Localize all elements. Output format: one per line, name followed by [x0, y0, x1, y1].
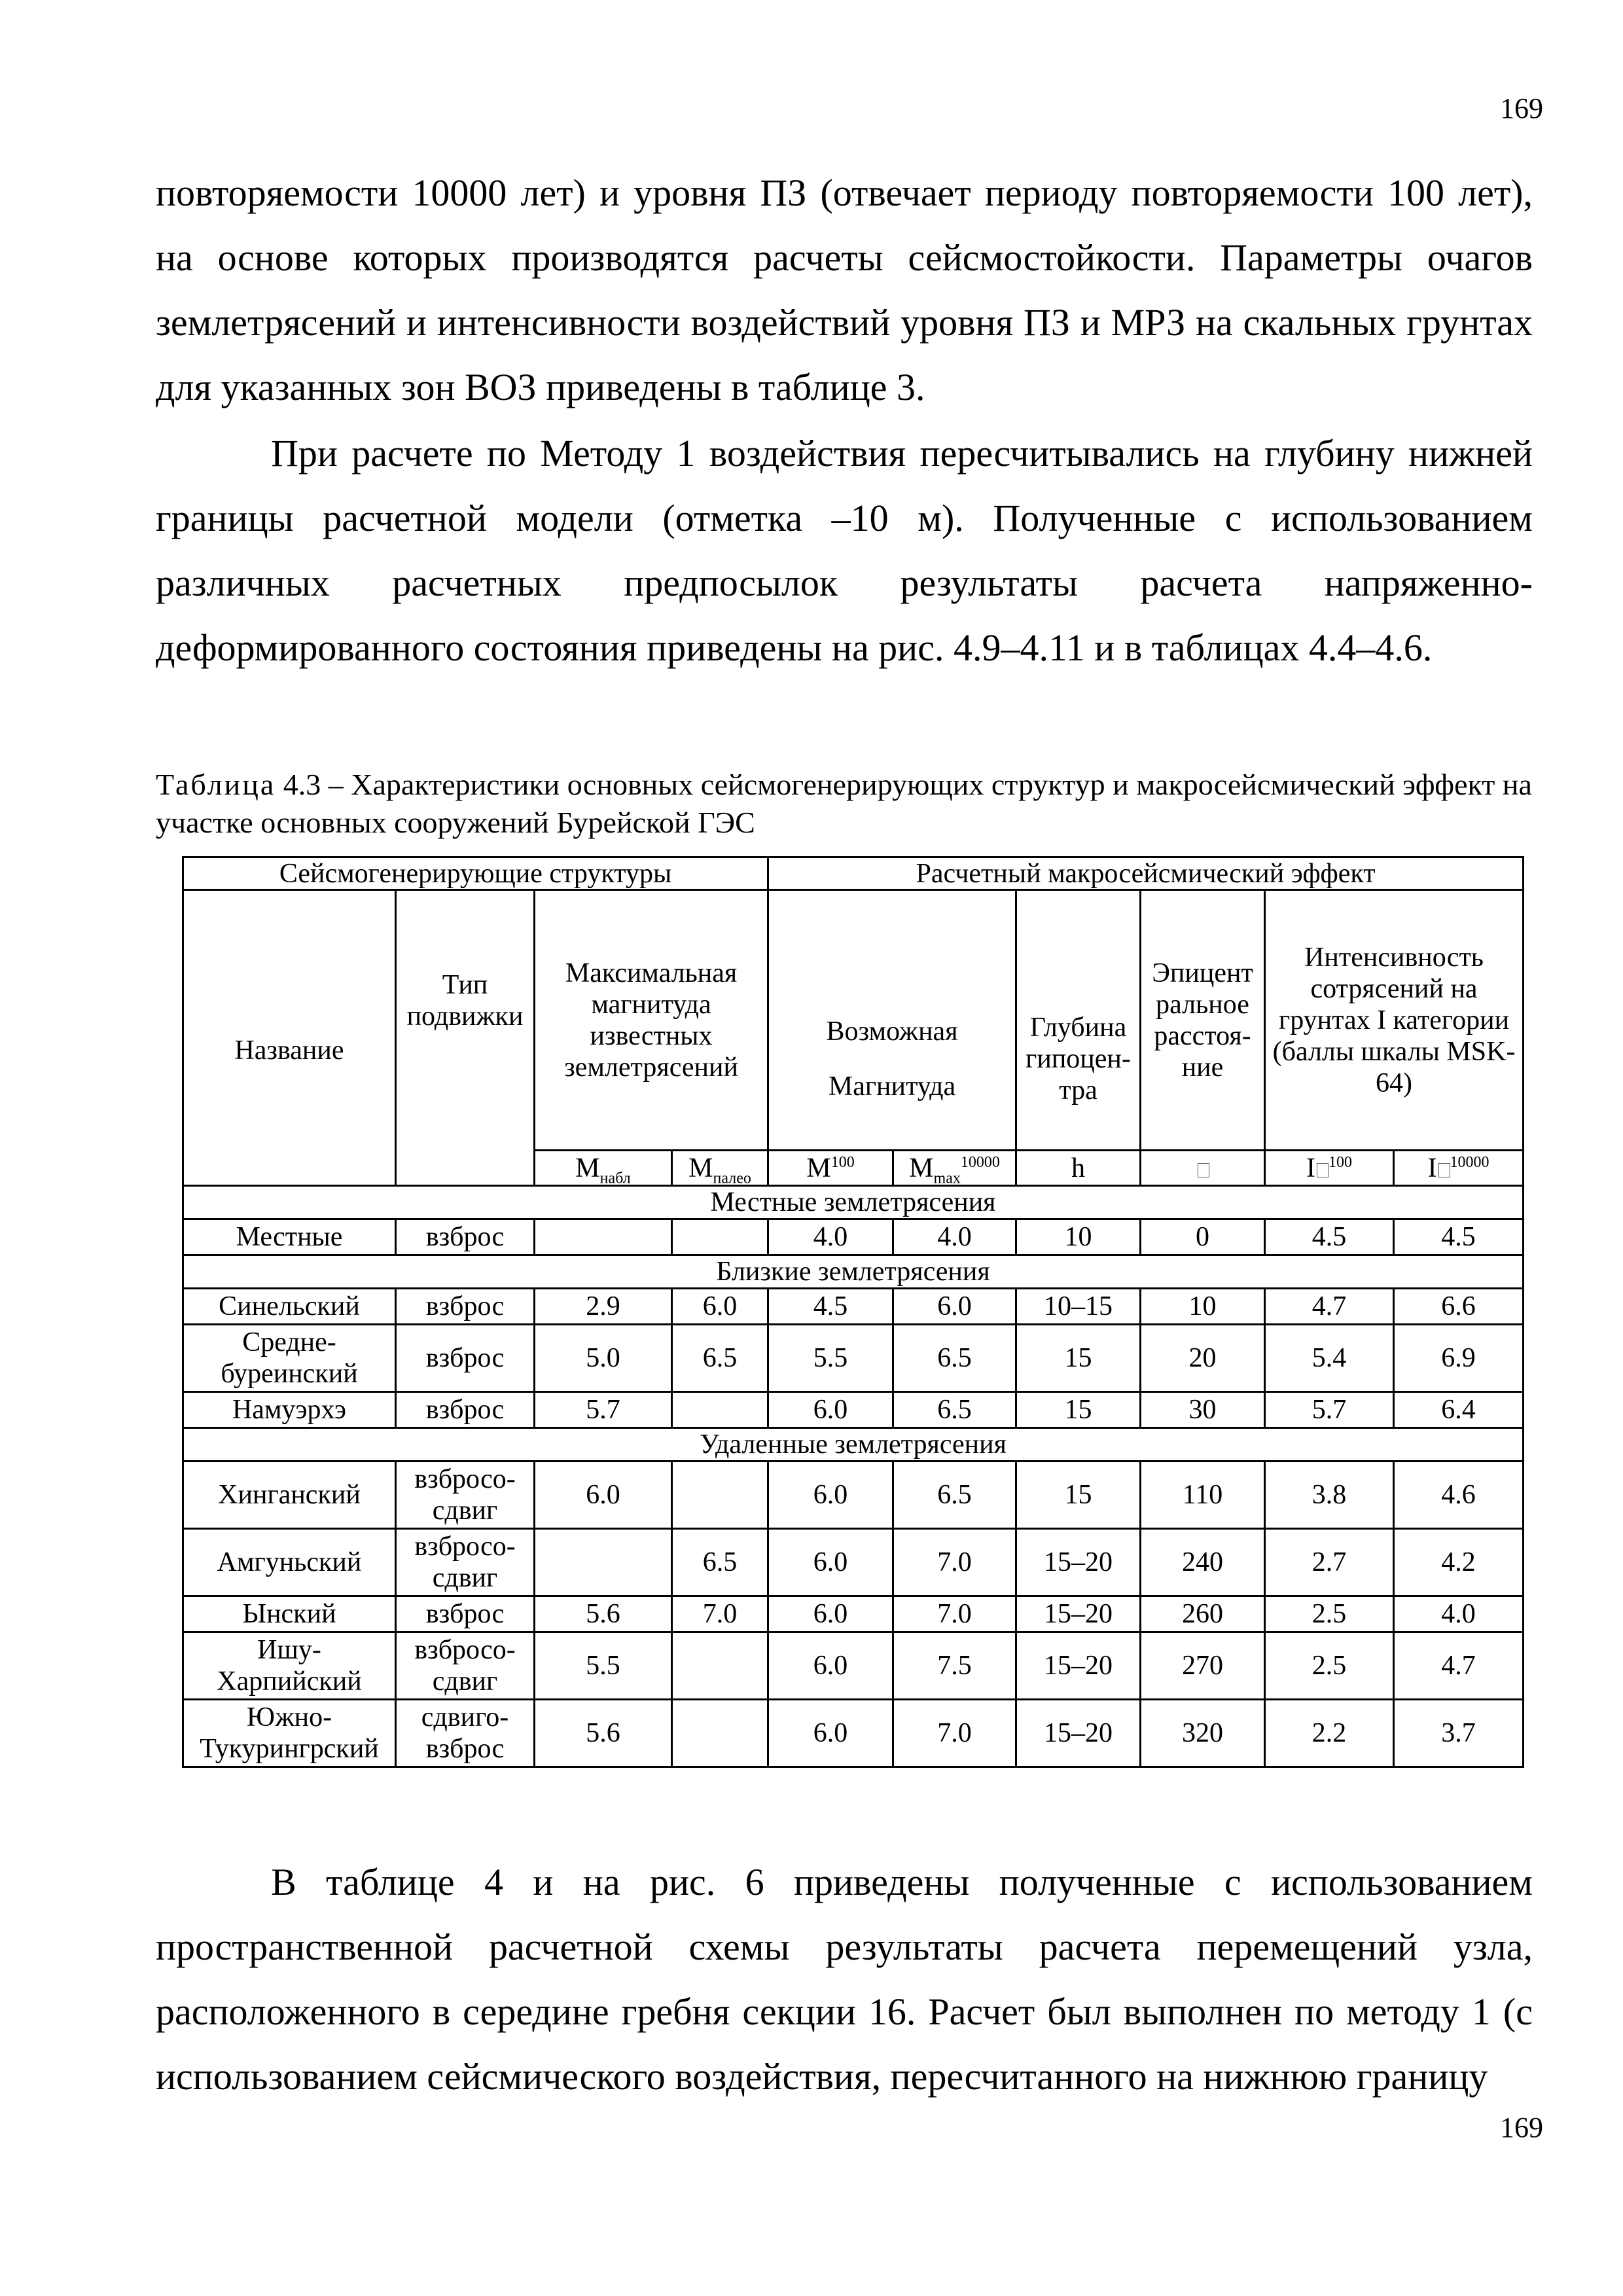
section-title: Удаленные землетрясения: [183, 1428, 1524, 1462]
cell-i100: 2.5: [1265, 1632, 1394, 1700]
table-row: [183, 1219, 1524, 1255]
cell-dist: 20: [1141, 1325, 1265, 1392]
header-group-structures: Сейсмогенерирующие структуры: [183, 857, 768, 890]
cell-i10000: 4.5: [1394, 1219, 1524, 1255]
cell-dist: 240: [1141, 1529, 1265, 1596]
cell-type: взбросо-сдвиг: [396, 1529, 535, 1596]
header-group-effect: Расчетный макросейсмический эффект: [768, 857, 1524, 890]
cell-i100: 4.7: [1265, 1289, 1394, 1325]
cell-m100: 5.5: [768, 1325, 893, 1392]
cell-m100: 6.0: [768, 1700, 893, 1767]
header-max-magnitude: Максимальная магнитуда известных землетрясений: [535, 890, 768, 1151]
cell-i10000: 4.6: [1394, 1462, 1524, 1529]
cell-m100: 6.0: [768, 1632, 893, 1700]
cell-i100: 5.4: [1265, 1325, 1394, 1392]
cell-m-paleo: [672, 1462, 768, 1529]
cell-m-obs: 5.6: [535, 1596, 672, 1632]
cell-h: 15–20: [1016, 1700, 1141, 1767]
cell-type: взброс: [396, 1289, 535, 1325]
cell-m-paleo: [672, 1219, 768, 1255]
cell-i10000: 6.4: [1394, 1392, 1524, 1428]
table-row: [183, 1325, 1524, 1392]
cell-i10000: 6.9: [1394, 1325, 1524, 1392]
table-row: [183, 1632, 1524, 1700]
cell-m100: 6.0: [768, 1596, 893, 1632]
cell-i100: 4.5: [1265, 1219, 1394, 1255]
cell-h: 10–15: [1016, 1289, 1141, 1325]
table-row: [183, 1529, 1524, 1596]
header-name: Название: [183, 890, 396, 1186]
cell-type: взбросо-сдвиг: [396, 1462, 535, 1529]
table-caption-label: Таблица: [156, 768, 276, 801]
cell-mmax: 4.0: [893, 1219, 1016, 1255]
cell-m100: 4.5: [768, 1289, 893, 1325]
cell-mmax: 6.5: [893, 1462, 1016, 1529]
page-number-top: 169: [1500, 92, 1543, 124]
table-caption: [156, 766, 1550, 842]
symbol-mmax: $M_{max}^{10000}$: [893, 1151, 1016, 1186]
symbol-m-paleo: $M_{палео}$: [672, 1151, 768, 1186]
table-row: [183, 1289, 1524, 1325]
cell-h: 10: [1016, 1219, 1141, 1255]
cell-h: 15: [1016, 1462, 1141, 1529]
cell-m-paleo: [672, 1392, 768, 1428]
symbol-m-observed: $M_{набл}$: [535, 1151, 672, 1186]
cell-m100: 6.0: [768, 1462, 893, 1529]
cell-h: 15–20: [1016, 1632, 1141, 1700]
cell-h: 15–20: [1016, 1529, 1141, 1596]
cell-m-paleo: [672, 1632, 768, 1700]
cell-mmax: 6.5: [893, 1392, 1016, 1428]
cell-type: взброс: [396, 1392, 535, 1428]
cell-m-paleo: 6.0: [672, 1289, 768, 1325]
cell-m-obs: 5.7: [535, 1392, 672, 1428]
table-row: [183, 1392, 1524, 1428]
cell-mmax: 7.5: [893, 1632, 1016, 1700]
paragraph-3: В таблице 4 и на рис. 6 приведены полученные с использованием пространственной расчетной схемы результаты расчета перемещений узла, расположенного в середине гребня секции 16. Расчет был выполнен по методу 1 (с использованием сейсмического воздействия, пересчитанного на нижнюю границу: [156, 1861, 1533, 2098]
cell-m100: 6.0: [768, 1529, 893, 1596]
cell-m-obs: 5.6: [535, 1700, 672, 1767]
cell-m-paleo: [672, 1700, 768, 1767]
section-title: Местные землетрясения: [183, 1186, 1524, 1219]
cell-i10000: 4.2: [1394, 1529, 1524, 1596]
header-intensity: Интенсивность сотрясений на грунтах I категории (баллы шкалы MSK-64): [1265, 890, 1524, 1151]
seismic-structures-table: [182, 856, 1524, 1768]
cell-dist: 10: [1141, 1289, 1265, 1325]
cell-i10000: 4.7: [1394, 1632, 1524, 1700]
cell-mmax: 7.0: [893, 1596, 1016, 1632]
cell-m-obs: 2.9: [535, 1289, 672, 1325]
cell-type: сдвиго-взброс: [396, 1700, 535, 1767]
header-depth: Глубина гипоцен-тра: [1016, 890, 1141, 1151]
cell-type: взброс: [396, 1325, 535, 1392]
header-possible-magnitude: [768, 890, 1016, 1151]
table-row: [183, 1462, 1524, 1529]
cell-name: Местные: [183, 1219, 396, 1255]
missing-glyph-icon: [1317, 1163, 1329, 1177]
cell-h: 15: [1016, 1392, 1141, 1428]
symbol-m100: $M^{100}$: [768, 1151, 893, 1186]
cell-dist: 270: [1141, 1632, 1265, 1700]
cell-m-obs: [535, 1219, 672, 1255]
cell-m-obs: 5.0: [535, 1325, 672, 1392]
cell-name: Намуэрхэ: [183, 1392, 396, 1428]
symbol-delta-box: [1141, 1151, 1265, 1186]
cell-mmax: 6.0: [893, 1289, 1016, 1325]
cell-name: Средне-буреинский: [183, 1325, 396, 1392]
cell-m100: 6.0: [768, 1392, 893, 1428]
cell-i10000: 6.6: [1394, 1289, 1524, 1325]
cell-type: взбросо-сдвиг: [396, 1632, 535, 1700]
cell-m-obs: 6.0: [535, 1462, 672, 1529]
cell-dist: 30: [1141, 1392, 1265, 1428]
cell-dist: 110: [1141, 1462, 1265, 1529]
missing-glyph-icon: [1438, 1163, 1450, 1177]
cell-i100: 3.8: [1265, 1462, 1394, 1529]
cell-name: Хинганский: [183, 1462, 396, 1529]
paragraph-1: повторяемости 10000 лет) и уровня ПЗ (отвечает периоду повторяемости 100 лет), на основе которых производятся расчеты сейсмостойкости. Параметры очагов землетрясений и интенсивности воздействий уровня ПЗ и МРЗ на скальных грунтах для указанных зон ВОЗ приведены в таблице 3.: [156, 171, 1533, 408]
cell-mmax: 7.0: [893, 1529, 1016, 1596]
table-caption-text: 4.3 – Характеристики основных сейсмогенерирующих структур и макросейсмический эффект на участке основных сооружений Бурейской ГЭС: [156, 768, 1532, 839]
cell-h: 15: [1016, 1325, 1141, 1392]
cell-m-obs: [535, 1529, 672, 1596]
header-move-type: Тип подвижки: [396, 890, 535, 1186]
cell-name: Синельский: [183, 1289, 396, 1325]
cell-i10000: 3.7: [1394, 1700, 1524, 1767]
section-title: Близкие землетрясения: [183, 1255, 1524, 1289]
cell-m-obs: 5.5: [535, 1632, 672, 1700]
symbol-i100: I $^{100}$: [1265, 1151, 1394, 1186]
cell-mmax: 7.0: [893, 1700, 1016, 1767]
header-possible-word: Возможная: [826, 1016, 958, 1047]
cell-i100: 2.2: [1265, 1700, 1394, 1767]
table-row: [183, 1596, 1524, 1632]
cell-type: взброс: [396, 1596, 535, 1632]
cell-m-paleo: 6.5: [672, 1325, 768, 1392]
cell-name: Ишу-Харпийский: [183, 1632, 396, 1700]
cell-name: Ынский: [183, 1596, 396, 1632]
cell-i100: 2.7: [1265, 1529, 1394, 1596]
cell-i100: 5.7: [1265, 1392, 1394, 1428]
missing-glyph-icon: [1198, 1163, 1209, 1177]
cell-name: Южно-Тукурингрский: [183, 1700, 396, 1767]
cell-m100: 4.0: [768, 1219, 893, 1255]
page-number-bottom: 169: [1500, 2111, 1543, 2144]
cell-m-paleo: 6.5: [672, 1529, 768, 1596]
cell-h: 15–20: [1016, 1596, 1141, 1632]
cell-m-paleo: 7.0: [672, 1596, 768, 1632]
table-row: [183, 1700, 1524, 1767]
symbol-i10000: I $^{10000}$: [1394, 1151, 1524, 1186]
cell-mmax: 6.5: [893, 1325, 1016, 1392]
cell-type: взброс: [396, 1219, 535, 1255]
cell-dist: 260: [1141, 1596, 1265, 1632]
paragraph-2: При расчете по Методу 1 воздействия пересчитывались на глубину нижней границы расчетной модели (отметка –10 м). Полученные с использованием различных расчетных предпосылок результаты расчета напряженно-деформированного состояния приведены на рис. 4.9–4.11 и в таблицах 4.4–4.6.: [156, 432, 1533, 669]
cell-dist: 0: [1141, 1219, 1265, 1255]
cell-name: Амгуньский: [183, 1529, 396, 1596]
symbol-h: h: [1016, 1151, 1141, 1186]
header-epicentral-distance: Эпицент ральное расстоя-ние: [1141, 890, 1265, 1151]
cell-i10000: 4.0: [1394, 1596, 1524, 1632]
cell-dist: 320: [1141, 1700, 1265, 1767]
cell-i100: 2.5: [1265, 1596, 1394, 1632]
header-magnitude-word: Магнитуда: [828, 1071, 956, 1102]
